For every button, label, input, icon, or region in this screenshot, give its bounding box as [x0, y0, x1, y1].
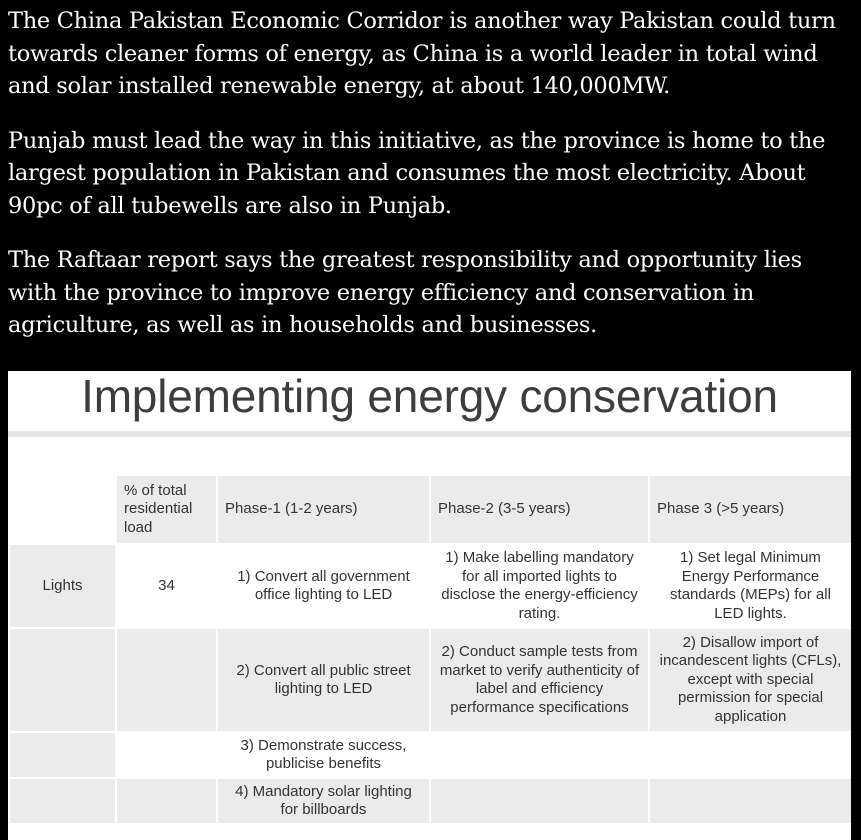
spacer — [8, 437, 851, 474]
conservation-table — [8, 474, 851, 825]
table-row — [9, 544, 851, 628]
row-phase3: 2) Disallow import of incandescent lights (CFLs), except with special permission for special application — [649, 628, 851, 732]
energy-conservation-graphic — [8, 371, 851, 840]
paragraph-punjab: Punjab must lead the way in this initiative, as the province is home to the largest population in Pakistan and consumes the most electricity. About 90pc of all tubewells are also in Punjab. — [8, 127, 826, 219]
header-blank-cell — [9, 475, 116, 544]
article-text — [8, 0, 853, 364]
row-phase2 — [430, 778, 649, 824]
row-load-value — [116, 778, 217, 824]
row-category: Lights — [9, 544, 116, 628]
row-phase3: 1) Set legal Minimum Energy Performance standards (MEPs) for all LED lights. — [649, 544, 851, 628]
row-category — [9, 732, 116, 778]
row-phase2: 2) Conduct sample tests from market to verify authenticity of label and efficiency performance specifications — [430, 628, 649, 732]
row-load-value — [116, 628, 217, 732]
row-phase1: 4) Mandatory solar lighting for billboards — [217, 778, 430, 824]
table-row — [9, 732, 851, 778]
table-header-row — [9, 475, 851, 544]
row-load-value: 34 — [116, 544, 217, 628]
table-row — [9, 628, 851, 732]
row-phase3 — [649, 732, 851, 778]
graphic-title: Implementing energy conservation — [81, 371, 778, 422]
row-phase1: 3) Demonstrate success, publicise benefits — [217, 732, 430, 778]
row-phase2: 1) Make labelling mandatory for all imported lights to disclose the energy-efficiency rating. — [430, 544, 649, 628]
row-phase1: 1) Convert all government office lighting to LED — [217, 544, 430, 628]
row-phase1: 2) Convert all public street lighting to LED — [217, 628, 430, 732]
header-phase1: Phase-1 (1-2 years) — [217, 475, 430, 544]
row-category — [9, 628, 116, 732]
row-category — [9, 778, 116, 824]
paragraph-raftaar: The Raftaar report says the greatest responsibility and opportunity lies with the province to improve energy efficiency and conservation in agriculture, as well as in households and businesses. — [8, 247, 802, 338]
row-phase3 — [649, 778, 851, 824]
header-phase3: Phase 3 (>5 years) — [649, 475, 851, 544]
header-load: % of total residential load — [116, 475, 217, 544]
row-phase2 — [430, 732, 649, 778]
row-load-value — [116, 732, 217, 778]
header-phase2: Phase-2 (3-5 years) — [430, 475, 649, 544]
paragraph-cpec: The China Pakistan Economic Corridor is another way Pakistan could turn towards cleaner forms of energy, as China is a world leader in total wind and solar installed renewable energy, at about 140,000MW. — [8, 8, 836, 99]
table-row — [9, 778, 851, 824]
